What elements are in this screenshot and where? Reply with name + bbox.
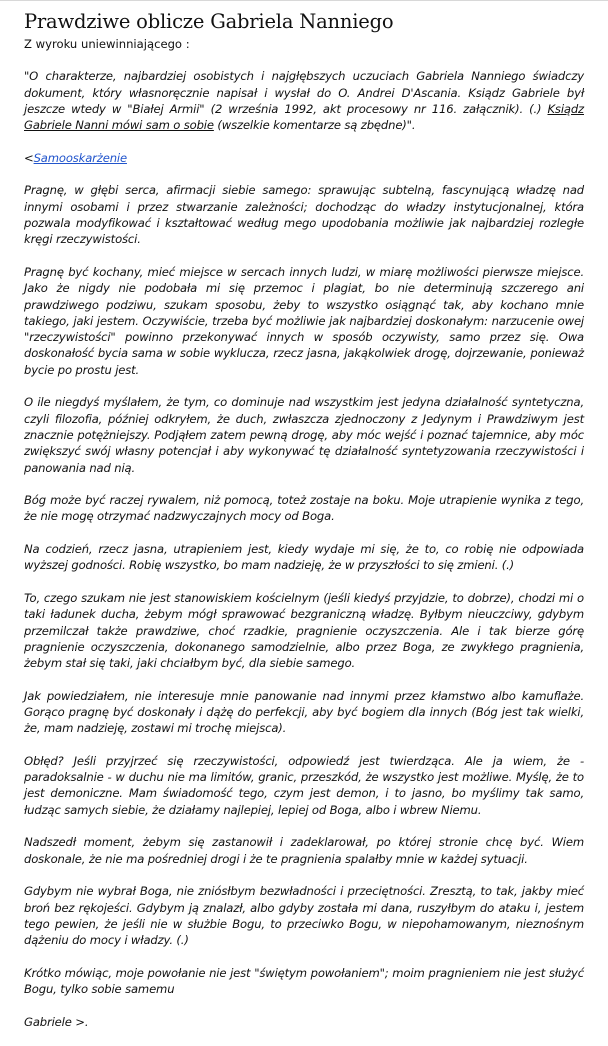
- paragraph: Krótko mówiąc, moje powołanie nie jest "świętym powołaniem"; moim pragnieniem nie jest służyć Bogu, tylko sobie samemu: [24, 965, 584, 997]
- nav-line: [24, 150, 584, 166]
- intro-after: (wszelkie komentarze są zbędne)".: [213, 118, 416, 133]
- paragraph: Bóg może być raczej rywalem, niż pomocą, toteż zostaje na boku. Moje utrapienie wynika z tego, że nie mogę otrzymać nadzwyczajnych mocy od Boga.: [24, 493, 584, 524]
- page-title: Prawdziwe oblicze Gabriela Nanniego: [24, 10, 394, 33]
- nav-prefix: <: [24, 150, 34, 165]
- signature: Gabriele >.: [24, 1014, 89, 1029]
- subtitle: Z wyroku uniewinniającego :: [24, 37, 190, 51]
- paragraph: To, czego szukam nie jest stanowiskiem kościelnym (jeśli kiedyś przyjdzie, to dobrze), chodzi mi o taki ładunek ducha, żebym mógł sprawować bezgraniczną władzę. Byłbym nieuczciwy, gdybym przemilczał także prawdziwe, choć rzadkie, pragnienie oczyszczenia. Ale i tak bierze górę pragnienie oczyszczenia, dokonanego samodzielnie, albo przez Boga, ze zwykłego pragnienia, żebym stał się taki, jaki chciałbym być, dla siebie samego.: [24, 590, 584, 671]
- paragraph: Pragnę, w głębi serca, afirmacji siebie samego: sprawując subtelną, fascynującą władzę nad innymi osobami i przez stwarzanie zależności; dochodząc do władzy instytucjonalnej, która pozwala modyfikować i kształtować według mego upodobania możliwie jak najbardziej rozległe kręgi rzeczywistości.: [24, 183, 584, 247]
- paragraph: Pragnę być kochany, mieć miejsce w sercach innych ludzi, w miarę możliwości pierwsze miejsce. Jako że nigdy nie podobała mi się przemoc i plagiat, bo nie determinują szczerego ani prawdziwego podziwu, szukam sposobu, żeby to wszystko osiągnąć tak, aby kochano mnie takiego, jaki jestem. Oczywiście, trzeba być możliwie jak najbardziej doskonałym: narzucenie owej "rzeczywistości" powinno przekonywać innych w sposób oczywisty, samo przez się. Owa doskonałość bycia sama w sobie wyklucza, rzecz jasna, jakąkolwiek drogę, dojrzewanie, ponieważ bycie po prostu jest.: [24, 264, 584, 377]
- intro-underlined: Ksiądz Gabriele Nanni mówi sam o sobie: [24, 102, 584, 133]
- paragraph: Nadszedł moment, żebym się zastanowił i zadeklarował, po której stronie chcę być. Wiem doskonale, że nie ma pośredniej drogi i że te pragnienia spalałby mnie w każdej sytuacji.: [24, 835, 584, 866]
- paragraph: Obłęd? Jeśli przyjrzeć się rzeczywistości, odpowiedź jest twierdząca. Ale ja wiem, że - paradoksalnie - w duchu nie ma limitów, granic, przeszkód, że wszystko jest możliwe. Myślę, że to jest demoniczne. Mam świadomość tego, czym jest demon, i to jasno, bo myślimy tak samo, łudząc samych siebie, że działamy najlepiej, lepiej od Boga, albo i wbrew Niemu.: [24, 753, 584, 817]
- intro-text: "O charakterze, najbardziej osobistych i najgłębszych uczuciach Gabriela Nanniego świadczy dokument, który własnoręcznie napisał i wysłał do O. Andrei D'Ascania. Ksiądz Gabriele był jeszcze wtedy w "Białej Armii" (2 września 1992, akt procesowy nr 116. załącznik). (.): [24, 69, 584, 116]
- paragraph: Gdybym nie wybrał Boga, nie zniósłbym bezwładności i przeciętności. Zresztą, to tak, jakby mieć broń bez rękojeści. Gdybym ją znalazł, albo gdyby została mi dana, ruszyłbym do ataku i, jestem tego pewien, że jeśli nie w służbie Bogu, to przeciwko Bogu, w niepohamowanym, nieznośnym dążeniu do mocy i władzy. (.): [24, 884, 584, 948]
- paragraph: Jak powiedziałem, nie interesuje mnie panowanie nad innymi przez kłamstwo albo kamuflaże. Gorąco pragnę być doskonały i dążę do perfekcji, aby być bogiem dla innych (Bóg jest tak wielki, że, mam nadzieję, zostawi mi trochę miejsca).: [24, 688, 584, 736]
- article: [24, 9, 584, 1046]
- paragraph: O ile niegdyś myślałem, że tym, co dominuje nad wszystkim jest jedyna działalność syntetyczna, czyli filozofia, później odkryłem, że duch, zwłaszcza zjednoczony z Jedynym i Prawdziwym jest znacznie potężniejszy. Podjąłem zatem pewną drogę, aby móc wejść i poznać tajemnice, aby móc zwiększyć swój własny potencjał i aby wykonywać tę działalność syntetyzowania rzeczywistości i panowania nad nią.: [24, 395, 584, 475]
- intro-paragraph: [24, 68, 584, 133]
- samooskarzenie-link[interactable]: Samooskarżenie: [33, 150, 127, 165]
- paragraph: Na codzień, rzecz jasna, utrapieniem jest, kiedy wydaje mi się, że to, co robię nie odpowiada wyższej godności. Robię wszystko, bo mam nadzieję, że w przyszłości to się zmieni. (.): [24, 542, 584, 573]
